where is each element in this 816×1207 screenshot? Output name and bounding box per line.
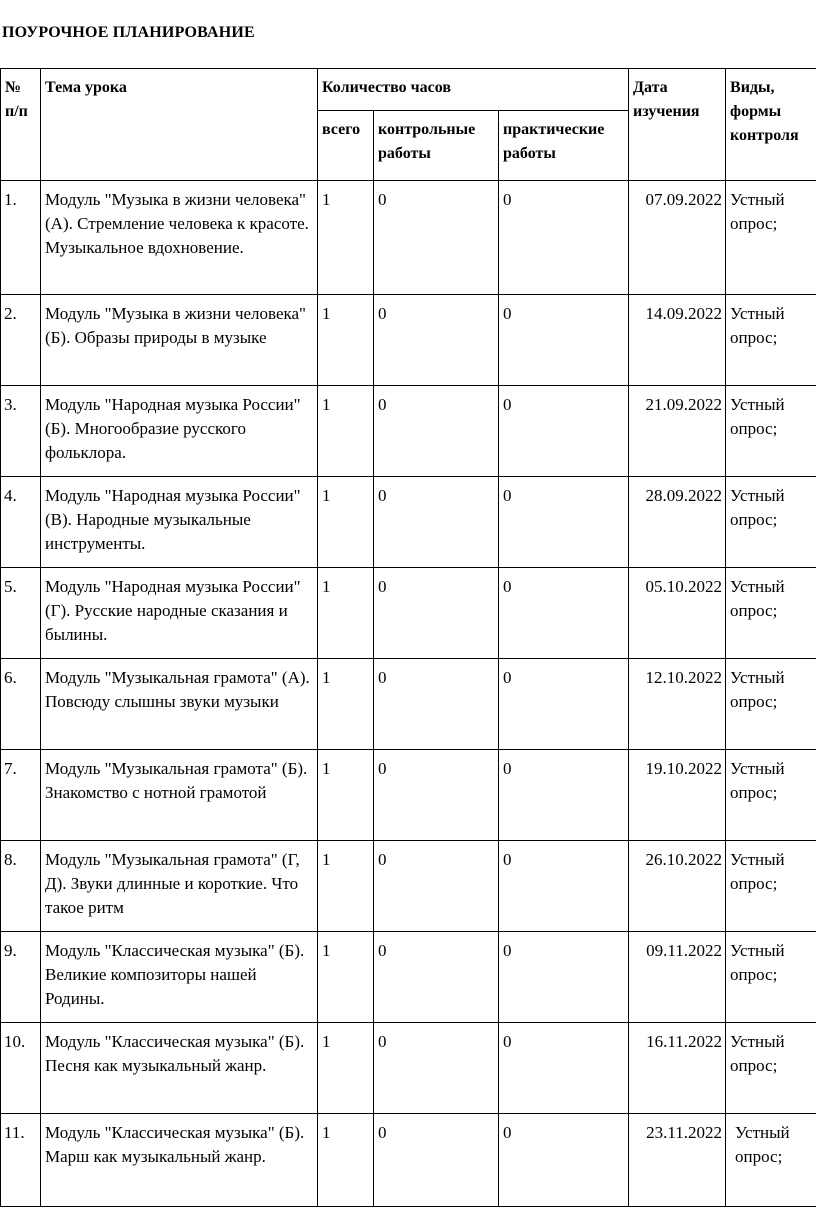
row-number: 9. xyxy=(1,932,41,1023)
row-date: 05.10.2022 xyxy=(629,568,726,659)
row-hours-total: 1 xyxy=(318,295,374,386)
table-row xyxy=(1,1114,816,1207)
header-topic: Тема урока xyxy=(41,69,318,181)
row-control-form: Устный опрос; xyxy=(726,477,816,568)
row-hours-control: 0 xyxy=(374,568,499,659)
row-topic: Модуль "Музыкальная грамота" (Г, Д). Звуки длинные и короткие. Что такое ритм xyxy=(41,841,318,932)
row-hours-practical: 0 xyxy=(499,386,629,477)
row-hours-total: 1 xyxy=(318,568,374,659)
table-row xyxy=(1,181,816,295)
row-hours-total: 1 xyxy=(318,477,374,568)
row-hours-practical: 0 xyxy=(499,1114,629,1207)
row-hours-total: 1 xyxy=(318,181,374,295)
row-control-form: Устный опрос; xyxy=(726,659,816,750)
row-date: 21.09.2022 xyxy=(629,386,726,477)
row-control-form: Устный опрос; xyxy=(726,750,816,841)
row-date: 28.09.2022 xyxy=(629,477,726,568)
row-hours-practical: 0 xyxy=(499,1023,629,1114)
row-hours-total: 1 xyxy=(318,841,374,932)
row-hours-control: 0 xyxy=(374,181,499,295)
table-row xyxy=(1,750,816,841)
row-hours-practical: 0 xyxy=(499,932,629,1023)
row-hours-control: 0 xyxy=(374,932,499,1023)
row-control-form: Устный опрос; xyxy=(726,1023,816,1114)
row-hours-total: 1 xyxy=(318,1023,374,1114)
row-number: 3. xyxy=(1,386,41,477)
row-topic: Модуль "Музыкальная грамота" (Б). Знакомство с нотной грамотой xyxy=(41,750,318,841)
row-topic: Модуль "Народная музыка России" (Б). Многообразие русского фольклора. xyxy=(41,386,318,477)
row-topic: Модуль "Народная музыка России" (Г). Русские народные сказания и былины. xyxy=(41,568,318,659)
row-topic: Модуль "Народная музыка России" (В). Народные музыкальные инструменты. xyxy=(41,477,318,568)
row-hours-control: 0 xyxy=(374,1114,499,1207)
row-hours-control: 0 xyxy=(374,1023,499,1114)
row-control-form: Устный опрос; xyxy=(726,295,816,386)
row-number: 1. xyxy=(1,181,41,295)
row-control-form: Устный опрос; xyxy=(726,386,816,477)
row-number: 4. xyxy=(1,477,41,568)
row-hours-total: 1 xyxy=(318,659,374,750)
row-date: 16.11.2022 xyxy=(629,1023,726,1114)
row-topic: Модуль "Классическая музыка" (Б). Марш как музыкальный жанр. xyxy=(41,1114,318,1207)
table-row xyxy=(1,477,816,568)
row-hours-practical: 0 xyxy=(499,841,629,932)
table-row xyxy=(1,841,816,932)
row-number: 6. xyxy=(1,659,41,750)
row-number: 5. xyxy=(1,568,41,659)
row-hours-total: 1 xyxy=(318,932,374,1023)
row-date: 26.10.2022 xyxy=(629,841,726,932)
row-date: 07.09.2022 xyxy=(629,181,726,295)
table-row xyxy=(1,659,816,750)
row-topic: Модуль "Музыка в жизни человека" (Б). Образы природы в музыке xyxy=(41,295,318,386)
row-topic: Модуль "Классическая музыка" (Б). Песня как музыкальный жанр. xyxy=(41,1023,318,1114)
row-hours-control: 0 xyxy=(374,841,499,932)
row-control-form: Устный опрос; xyxy=(726,181,816,295)
row-hours-practical: 0 xyxy=(499,659,629,750)
row-hours-practical: 0 xyxy=(499,750,629,841)
row-number: 10. xyxy=(1,1023,41,1114)
row-hours-practical: 0 xyxy=(499,295,629,386)
header-control-form: Виды, формы контроля xyxy=(726,69,816,181)
table-row xyxy=(1,386,816,477)
row-control-form: Устный опрос; xyxy=(726,1114,816,1207)
table-row xyxy=(1,932,816,1023)
header-hours-control: контрольные работы xyxy=(374,111,499,181)
lesson-plan-table xyxy=(0,68,816,1207)
row-number: 8. xyxy=(1,841,41,932)
header-hours-practical: практические работы xyxy=(499,111,629,181)
row-hours-control: 0 xyxy=(374,386,499,477)
row-hours-control: 0 xyxy=(374,659,499,750)
row-hours-total: 1 xyxy=(318,386,374,477)
row-control-form: Устный опрос; xyxy=(726,568,816,659)
header-hours-total: всего xyxy=(318,111,374,181)
page-title: ПОУРОЧНОЕ ПЛАНИРОВАНИЕ xyxy=(2,24,255,42)
row-date: 09.11.2022 xyxy=(629,932,726,1023)
table-row xyxy=(1,1023,816,1114)
row-topic: Модуль "Классическая музыка" (Б). Великие композиторы нашей Родины. xyxy=(41,932,318,1023)
row-hours-practical: 0 xyxy=(499,477,629,568)
table-row xyxy=(1,295,816,386)
row-number: 2. xyxy=(1,295,41,386)
header-hours: Количество часов xyxy=(318,69,629,111)
header-number: № п/п xyxy=(1,69,41,181)
row-date: 12.10.2022 xyxy=(629,659,726,750)
row-number: 7. xyxy=(1,750,41,841)
row-hours-total: 1 xyxy=(318,1114,374,1207)
row-hours-control: 0 xyxy=(374,750,499,841)
row-date: 14.09.2022 xyxy=(629,295,726,386)
row-hours-practical: 0 xyxy=(499,181,629,295)
row-control-form: Устный опрос; xyxy=(726,932,816,1023)
row-date: 19.10.2022 xyxy=(629,750,726,841)
row-number: 11. xyxy=(1,1114,41,1207)
header-date: Дата изучения xyxy=(629,69,726,181)
table-row xyxy=(1,568,816,659)
row-hours-practical: 0 xyxy=(499,568,629,659)
row-topic: Модуль "Музыка в жизни человека" (А). Стремление человека к красоте. Музыкальное вдохновение. xyxy=(41,181,318,295)
row-control-form: Устный опрос; xyxy=(726,841,816,932)
row-hours-control: 0 xyxy=(374,477,499,568)
row-topic: Модуль "Музыкальная грамота" (А). Повсюду слышны звуки музыки xyxy=(41,659,318,750)
row-hours-control: 0 xyxy=(374,295,499,386)
row-date: 23.11.2022 xyxy=(629,1114,726,1207)
row-hours-total: 1 xyxy=(318,750,374,841)
